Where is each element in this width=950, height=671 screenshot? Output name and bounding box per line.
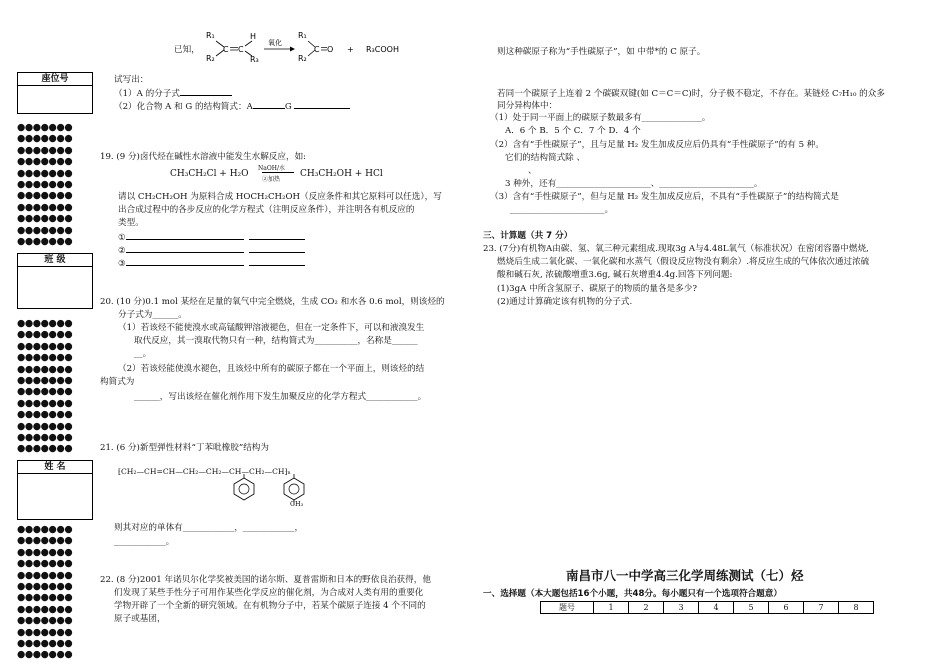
q18-part2: （2）化合物 A 和 G 的结构简式：A G <box>114 99 350 113</box>
seat-label: 座位号 <box>17 72 93 86</box>
q20-line4: 取代反应，其一溴取代物只有一种，结构简式为__________，名称是______ <box>134 336 418 346</box>
q18-part1: （1）A 的分子式 <box>114 86 232 100</box>
answer-table <box>540 601 874 614</box>
q23-line3: 酸和碱石灰, 浓硫酸增重3.6g, 碱石灰增重4.4g.回答下列问题: <box>497 270 733 280</box>
q22-r-part2-line3: 、 <box>528 166 537 176</box>
binding-dots-2: ●●●●●●● ●●●●●●● ●●●●●●● ●●●●●●● ●●●●●●● ●●●●●●● ●●●●●●● ●●●●●●● ●●●●●●● ●●●●●●● ●●●●●●● ●●●●●●● <box>17 318 73 455</box>
q19-stem: 19. (9 分)卤代烃在碱性水溶液中能发生水解反应，如: <box>100 152 307 162</box>
q20-line3: （1）若该烃不能使溴水或高锰酸钾溶液褪色，但在一定条件下，可以和液溴发生 <box>118 323 425 333</box>
known-label: 已知， <box>174 45 200 55</box>
q20-line7: 构简式为 <box>100 377 135 387</box>
q21-stem: 21. (6 分)新型弹性材料“丁苯吡橡胶”结构为 <box>100 443 269 453</box>
q21-line1: 则其对应的单体有____________，____________， <box>114 523 304 533</box>
answer-col-5: 5 <box>734 602 769 614</box>
h-label: H <box>250 32 257 41</box>
q19-eq-left: CH₃CH₂Cl + H₂O <box>170 169 249 179</box>
answer-col-3: 3 <box>664 602 699 614</box>
class-label: 班 级 <box>17 253 93 267</box>
answer-col-2: 2 <box>629 602 664 614</box>
q23-part2: (2)通过计算确定该有机物的分子式. <box>497 297 633 307</box>
q19-line3: 类型。 <box>118 218 144 228</box>
q22-r-part2: （2）含有“手性碳原子”，且与足量 H₂ 发生加成反应后仍具有“手性碳原子”的有 5 种。 <box>490 140 824 150</box>
q21-benzene-rings <box>225 474 325 514</box>
exam-title: 南昌市八一中学高三化学周练测试（七）烃 <box>566 568 804 583</box>
q22-r-part3: （3）含有“手性碳原子”，但与足量 H₂ 发生加成反应后，不具有“手性碳原子”的结构简式是 <box>490 192 839 202</box>
q19-blank3: ③ <box>118 256 305 270</box>
answer-col-7: 7 <box>804 602 839 614</box>
q22-line1: 22. (8 分)2001 年诺贝尔化学奖被美国的诺尔斯、夏普雷斯和日本的野依良治获得，他 <box>100 575 431 585</box>
q22-r-part2-line4: 3 种外，还有______________________、______________________。 <box>505 179 763 189</box>
q20-line8: ______，写出该烃在催化剂作用下发生加聚反应的化学方程式____________。 <box>134 392 427 402</box>
q21-polymer-formula: ⁅CH₂—CH=CH—CH₂—CH₂—CH—CH₂—CH⁆ₙ <box>118 467 291 476</box>
binding-dots-3: ●●●●●●● ●●●●●●● ●●●●●●● ●●●●●●● ●●●●●●● ●●●●●●● ●●●●●●● ●●●●●●● ●●●●●●● ●●●●●●● ●●●●●●● ●●●●●●● <box>17 524 73 661</box>
q22-r-line2: 若同一个碳原子上连着 2 个碳碳双键(如 C＝C＝C)时，分子极不稳定，不存在。某链烃 C₇H₁₀ 的众多 <box>497 89 885 99</box>
r2-label: R₂ <box>206 54 215 63</box>
svg-text:C: C <box>314 45 320 54</box>
q21-methyl-label: CH₃ <box>290 500 304 508</box>
answer-table-head: 题号 <box>541 602 594 614</box>
q22-line2: 们发现了某些手性分子可用作某些化学反应的催化剂，为合成对人类有用的重要化 <box>114 588 424 598</box>
q22-r-part3-blank: ______________________。 <box>510 205 614 215</box>
q20-line2: 分子式为______。 <box>118 310 187 320</box>
q22-line4: 原子或基团， <box>114 614 166 624</box>
answer-col-4: 4 <box>699 602 734 614</box>
section3-title: 三、计算题（共 7 分） <box>483 231 573 241</box>
reagent-label: 氧化 <box>268 39 282 47</box>
q20-line1: 20. (10 分)0.1 mol 某烃在足量的氧气中完全燃烧，生成 CO₂ 和水各 0.6 mol，则该烃的 <box>100 297 445 307</box>
svg-text:C: C <box>238 45 244 54</box>
q19-line2: 出合成过程中的各步反应的化学方程式（注明反应条件），并注明各有机反应的 <box>118 205 415 215</box>
product2-label: R₃COOH <box>366 45 399 54</box>
q23-line1: 23. (7分)有机物A由碳、氢、氧三种元素组成.现取3g A与4.48L氧气（标准状况）在密闭容器中燃烧, <box>483 244 869 254</box>
plus-sign: + <box>347 45 354 54</box>
name-label: 姓 名 <box>17 460 93 474</box>
q22-r-options: A．6 个 B．5 个 C．7 个 D．4 个 <box>505 126 641 136</box>
answer-col-1: 1 <box>594 602 629 614</box>
r1-label: R₁ <box>206 31 215 40</box>
svg-text:R₂: R₂ <box>298 54 307 63</box>
answer-col-8: 8 <box>839 602 874 614</box>
q19-blank2: ② <box>118 243 305 257</box>
chiral-def-line: 则这种碳原子称为“手性碳原子”，如 中带*的 C 原子。 <box>497 47 706 57</box>
q18-ask: 试写出： <box>114 75 149 85</box>
answer-col-6: 6 <box>769 602 804 614</box>
q20-line5: __。 <box>134 349 152 359</box>
section1-title: 一、选择题（本大题包括16个小题，共48分。每小题只有一个选项符合题意） <box>483 589 782 599</box>
q20-line6: （2）若该烃能使溴水褪色，且该烃中所有的碳原子都在一个平面上，则该烃的结 <box>118 364 425 374</box>
q22-line3: 学物开辟了一个全新的研究领域。在有机物分子中，若某个碳原子连接 4 个不同的 <box>114 601 426 611</box>
q19-eq-condition-bottom: ②加热 <box>262 176 281 183</box>
binding-dots-1: ●●●●●●● ●●●●●●● ●●●●●●● ●●●●●●● ●●●●●●● ●●●●●●● ●●●●●●● ●●●●●●● ●●●●●●● ●●●●●●● ●●●●●●● <box>17 122 73 248</box>
q19-eq-arrow <box>262 172 294 173</box>
svg-text:O: O <box>327 45 334 54</box>
q22-r-part1: （1）处于同一平面上的碳原子数最多有______________。 <box>490 113 711 123</box>
ozonolysis-reaction-diagram <box>200 28 440 68</box>
svg-text:C: C <box>223 45 229 54</box>
q19-eq-right: CH₃CH₂OH + HCl <box>300 169 383 179</box>
q21-line2: ____________。 <box>114 537 175 547</box>
q23-line2: 燃烧后生成二氧化碳、一氧化碳和水蒸气（假设反应物没有剩余）.将反应生成的气体依次通过浓硫 <box>497 257 870 267</box>
q19-eq-condition-top: NaOH/水 <box>258 165 286 172</box>
r3-label: R₃ <box>250 55 259 64</box>
q19-blank1: ① <box>118 230 305 244</box>
q22-r-line3: 同分异构体中： <box>497 101 558 111</box>
svg-text:R₁: R₁ <box>298 31 307 40</box>
q23-part1: (1)3gA 中所含氢原子、碳原子的物质的量各是多少? <box>497 284 697 294</box>
q19-line1: 请以 CH₂CH₂OH 为原料合成 HOCH₂CH₂OH（反应条件和其它原料可以任选），写 <box>118 192 442 202</box>
q22-r-part2-line2: 它们的结构简式除 、 <box>505 153 586 163</box>
